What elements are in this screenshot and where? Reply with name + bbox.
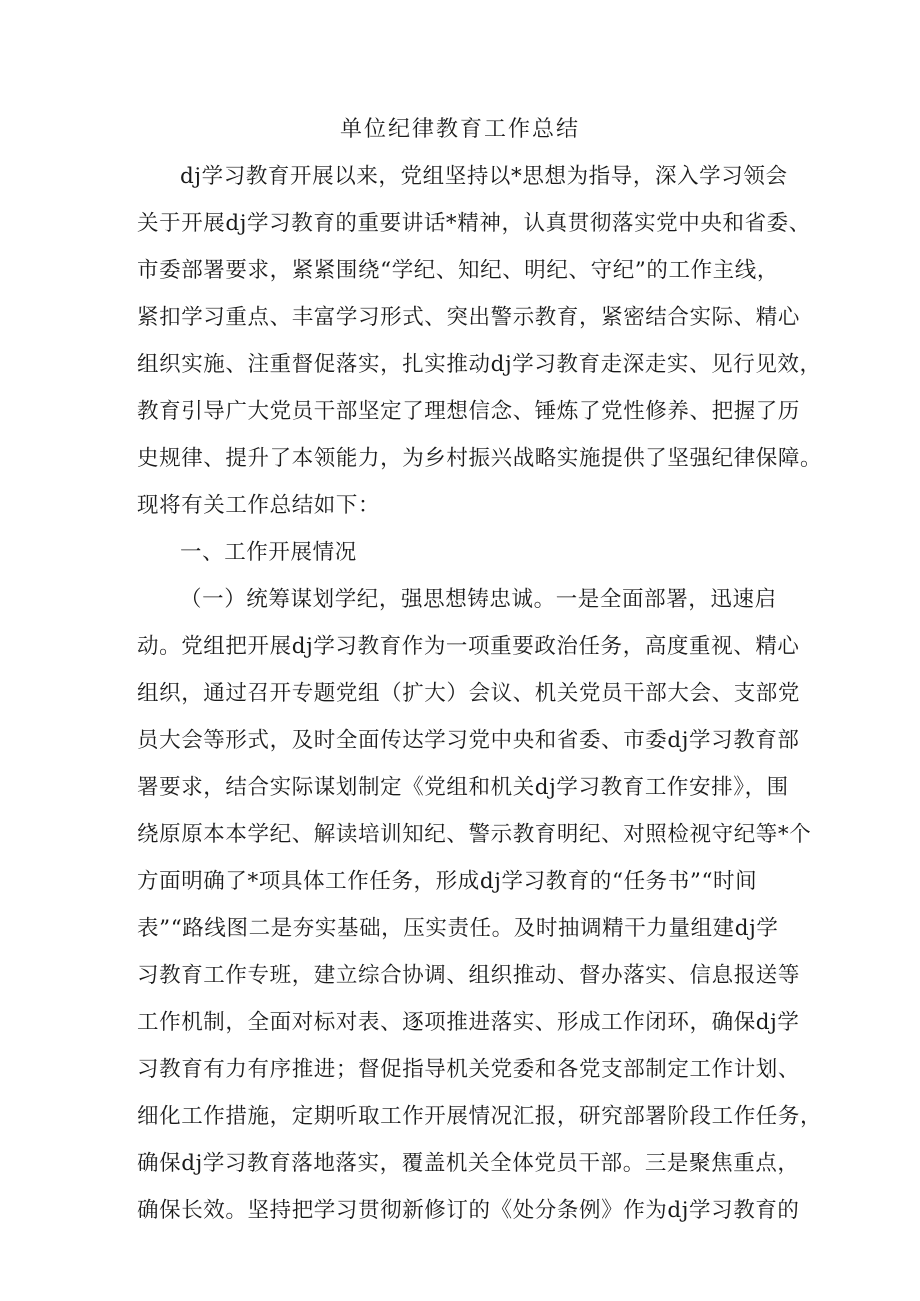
paragraph-line-10: 动。党组把开展dj学习教育作为一项重要政治任务，高度重视、精心 [137,634,800,659]
paragraph-line-3: 市委部署要求，紧紧围绕“学纪、知纪、明纪、守纪”的工作主线， [137,258,779,283]
paragraph-line-12: 员大会等形式，及时全面传达学习党中央和省委、市委dj学习教育部 [137,728,800,753]
section-heading: 一、工作开展情况 [180,540,357,565]
paragraph-line-22: 确保长效。坚持把学习贯彻新修订的《处分条例》作为dj学习教育的 [137,1198,800,1223]
paragraph-line-4: 紧扣学习重点、丰富学习形式、突出警示教育，紧密结合实际、精心 [137,305,801,330]
paragraph-line-20: 细化工作措施，定期听取工作开展情况汇报，研究部署阶段工作任务， [137,1104,823,1129]
paragraph-line-13: 署要求，结合实际谋划制定《党组和机关dj学习教育工作安排》，围 [137,775,789,800]
paragraph-line-7: 史规律、提升了本领能力，为乡村振兴战略实施提供了坚强纪律保障。 [137,446,823,471]
paragraph-line-14: 绕原原本本学纪、解读培训知纪、警示教育明纪、对照检视守纪等*个 [137,822,812,847]
paragraph-line-17: 习教育工作专班，建立综合协调、组织推动、督办落实、信息报送等 [137,963,801,988]
paragraph-line-11: 组织，通过召开专题党组（扩大）会议、机关党员干部大会、支部党 [137,681,801,706]
paragraph-line-2: 关于开展dj学习教育的重要讲话*精神，认真贯彻落实党中央和省委、 [137,211,811,236]
paragraph-line-19: 习教育有力有序推进；督促指导机关党委和各党支部制定工作计划、 [137,1057,801,1082]
paragraph-line-8: 现将有关工作总结如下： [137,493,381,518]
document-title: 单位纪律教育工作总结 [339,117,580,142]
paragraph-line-5: 组织实施、注重督促落实，扎实推动dj学习教育走深走实、见行见效， [137,352,822,377]
paragraph-line-21: 确保dj学习教育落地落实，覆盖机关全体党员干部。三是聚焦重点， [137,1151,800,1176]
paragraph-line-16: 表”“路线图二是夯实基础，压实责任。及时抽调精干力量组建dj学 [137,916,779,941]
paragraph-line-9: （一）统筹谋划学纪，强思想铸忠诚。一是全面部署，迅速启 [180,587,777,612]
paragraph-line-6: 教育引导广大党员干部坚定了理想信念、锤炼了党性修养、把握了历 [137,399,801,424]
paragraph-line-1: dj学习教育开展以来，党组坚持以*思想为指导，深入学习领会 [180,164,788,189]
paragraph-line-18: 工作机制，全面对标对表、逐项推进落实、形成工作闭环，确保dj学 [137,1010,800,1035]
paragraph-line-15: 方面明确了*项具体工作任务，形成dj学习教育的“任务书”“时间 [137,869,758,894]
